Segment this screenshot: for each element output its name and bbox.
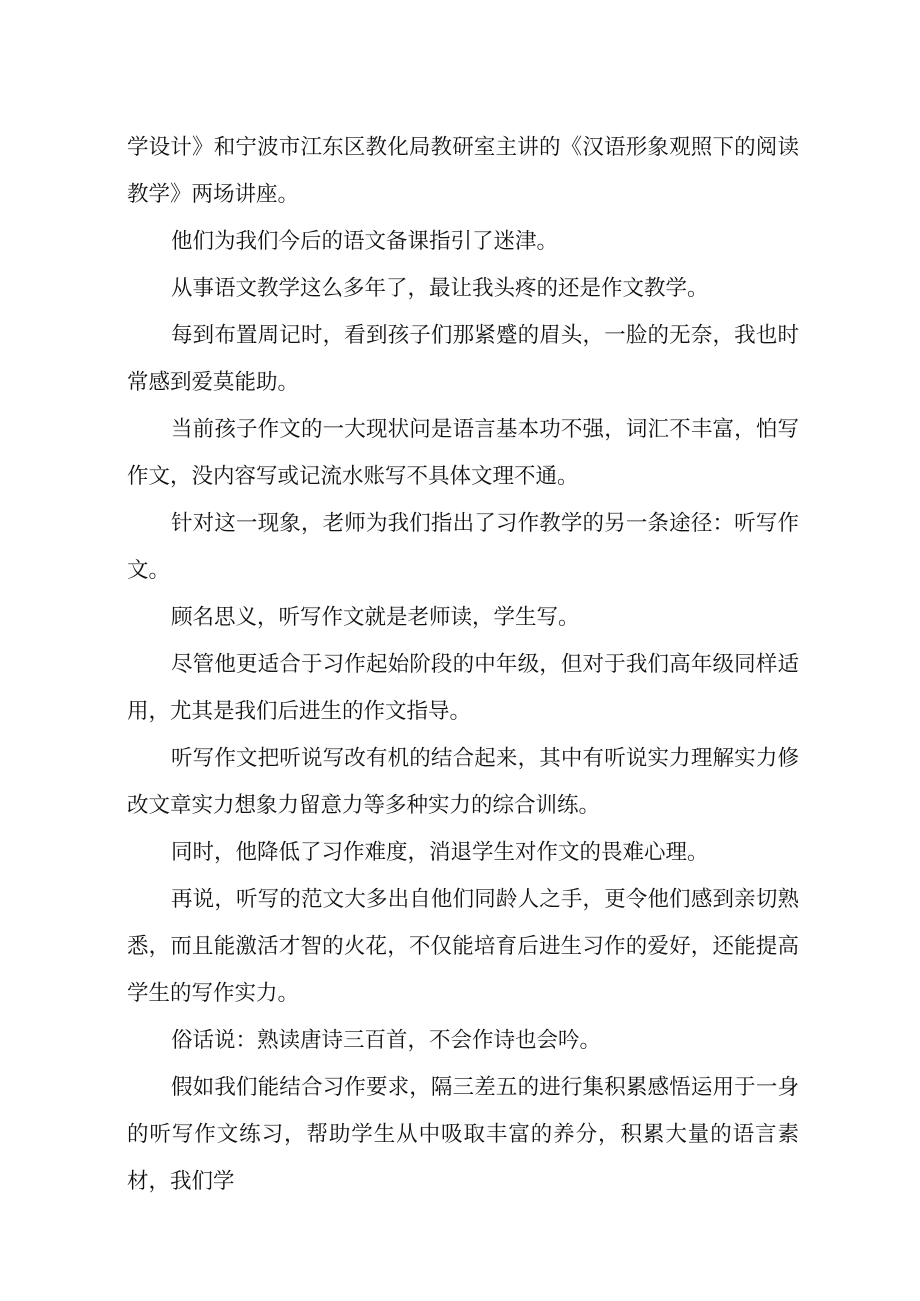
paragraph-2: 他们为我们今后的语文备课指引了迷津。: [171, 229, 559, 254]
paragraph-5: 当前孩子作文的一大现状问是语言基本功不强，词汇不丰富，怕写作文，没内容写或记流水账写不具体文理不通。: [127, 417, 799, 489]
paragraph-6: 针对这一现象，老师为我们指出了习作教学的另一条途径：听写作文。: [127, 511, 799, 583]
paragraph-12: 俗话说：熟读唐诗三百首，不会作诗也会吟。: [171, 1028, 602, 1053]
paragraph-9: 听写作文把听说写改有机的结合起来，其中有听说实力理解实力修改文章实力想象力留意力等多种实力的综合训练。: [127, 746, 799, 818]
paragraph-4: 每到布置周记时，看到孩子们那紧蹙的眉头，一脸的无奈，我也时常感到爱莫能助。: [127, 323, 799, 395]
paragraph-11: 再说，听写的范文大多出自他们同龄人之手，更令他们感到亲切熟悉，而且能激活才智的火花，不仅能培育后进生习作的爱好，还能提高学生的写作实力。: [127, 887, 799, 1006]
document-body: [127, 124, 799, 1205]
paragraph-10: 同时，他降低了习作难度，消退学生对作文的畏难心理。: [171, 840, 709, 865]
paragraph-1: 学设计》和宁波市江东区教化局教研室主讲的《汉语形象观照下的阅读教学》两场讲座。: [127, 135, 799, 207]
paragraph-7: 顾名思义，听写作文就是老师读，学生写。: [171, 605, 580, 630]
paragraph-13: 假如我们能结合习作要求，隔三差五的进行集积累感悟运用于一身的听写作文练习，帮助学生从中吸取丰富的养分，积累大量的语言素材，我们学: [127, 1075, 799, 1194]
paragraph-8: 尽管他更适合于习作起始阶段的中年级，但对于我们高年级同样适用，尤其是我们后进生的作文指导。: [127, 652, 799, 724]
paragraph-3: 从事语文教学这么多年了，最让我头疼的还是作文教学。: [171, 276, 709, 301]
